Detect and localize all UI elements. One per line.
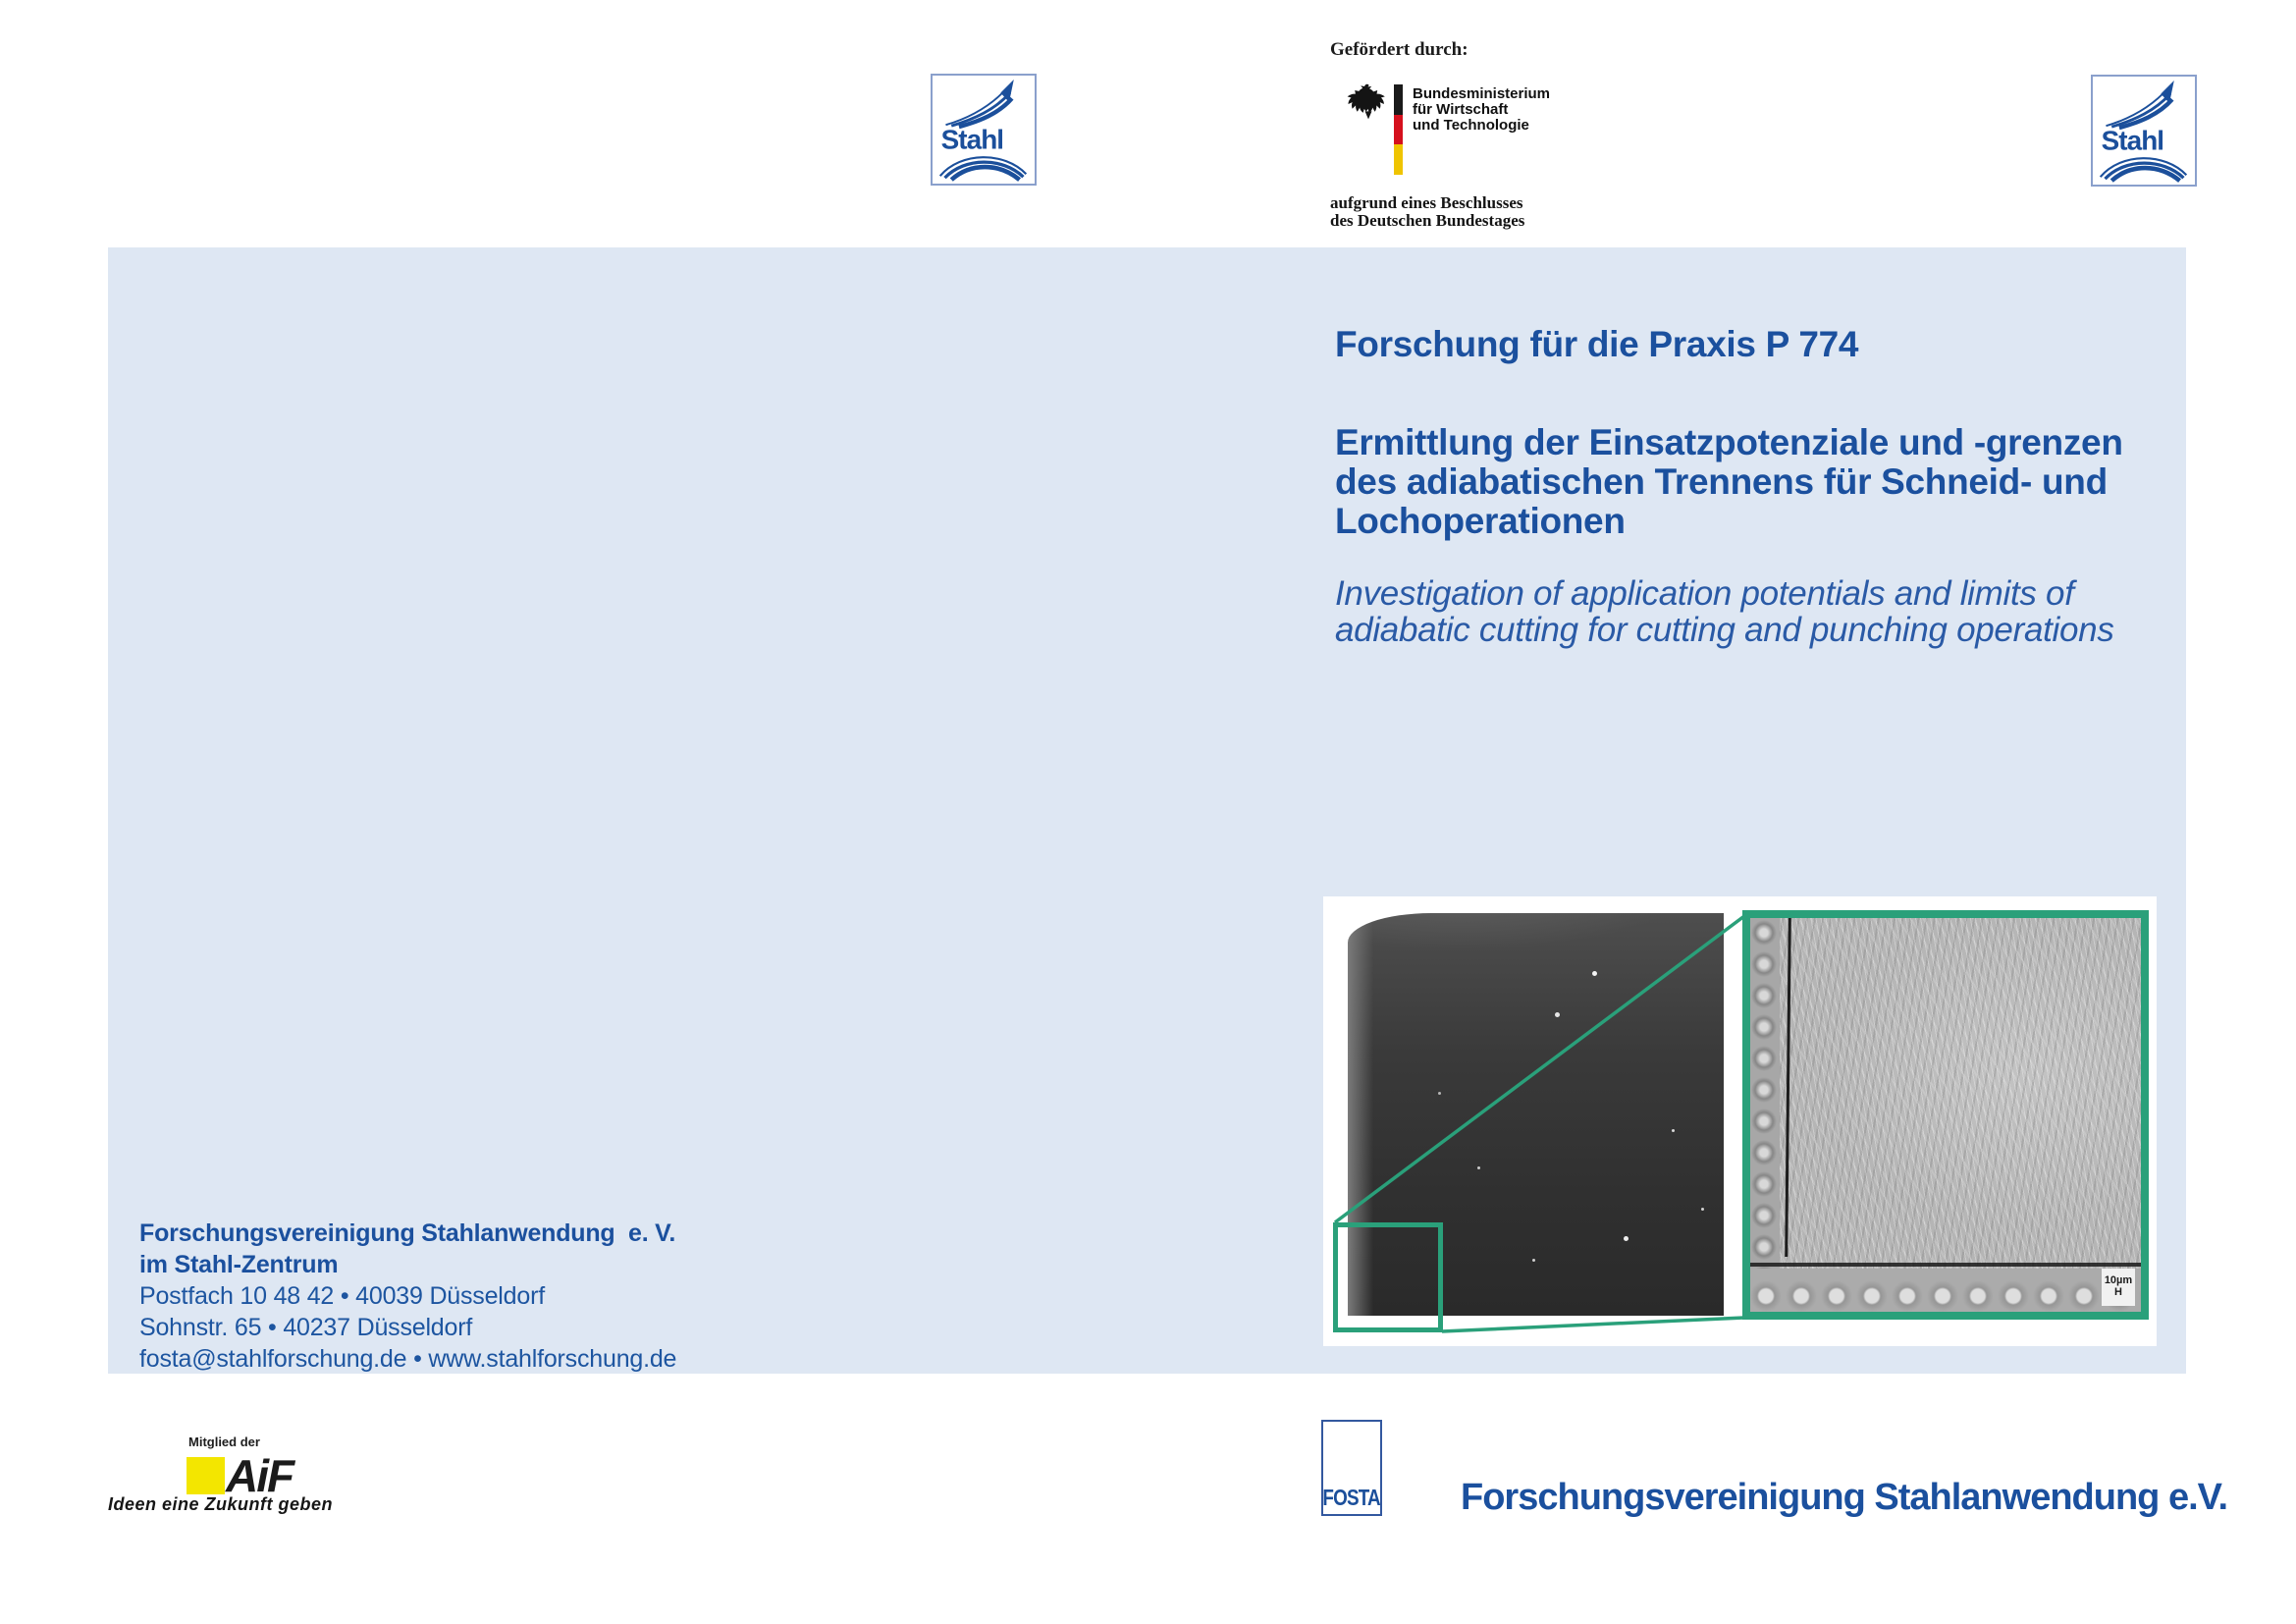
footnote-line: aufgrund eines Beschlusses — [1330, 193, 1523, 212]
organization-name: Forschungsvereinigung Stahlanwendung e.V. — [1461, 1477, 2228, 1518]
stahl-logo — [2091, 75, 2197, 187]
series-heading: Forschung für die Praxis P 774 — [1335, 324, 1859, 364]
fosta-logo-text: FOSTA — [1322, 1485, 1381, 1510]
address-line: fosta@stahlforschung.de • www.stahlforschung.de — [139, 1345, 677, 1373]
subtitle-line: adiabatic cutting for cutting and punching operations — [1335, 611, 2114, 649]
report-subtitle-english — [1335, 575, 2114, 648]
footnote-line: des Deutschen Bundestages — [1330, 211, 1525, 230]
title-line: Ermittlung der Einsatzpotenziale und -grenzen — [1335, 422, 2123, 462]
scale-label: 10µm — [2104, 1274, 2133, 1286]
ministry-line: Bundesministerium — [1413, 85, 1551, 102]
aif-member-label: Mitglied der — [188, 1435, 260, 1449]
stahl-logo — [931, 74, 1037, 186]
aif-logo — [187, 1450, 294, 1501]
title-line: des adiabatischen Trennens für Schneid- und — [1335, 461, 2108, 502]
address-line: im Stahl-Zentrum — [139, 1251, 339, 1278]
sem-bottom-seam — [1750, 1263, 2141, 1267]
svg-text:Stahl: Stahl — [2101, 125, 2164, 156]
zoom-region-box — [1333, 1222, 1443, 1332]
ministry-name — [1413, 86, 1550, 134]
aif-slogan: Ideen eine Zukunft geben — [108, 1494, 334, 1514]
publisher-address — [139, 1218, 676, 1375]
micrograph-figure — [1323, 896, 2157, 1346]
stahl-logo-graphic — [933, 76, 1035, 184]
scale-tick: H — [2114, 1286, 2122, 1298]
stripe-gold — [1394, 144, 1403, 175]
ministry-line: und Technologie — [1413, 117, 1529, 134]
sem-detail-image — [1742, 910, 2149, 1320]
funding-label: Gefördert durch: — [1330, 39, 1468, 60]
address-line: Sohnstr. 65 • 40237 Düsseldorf — [139, 1314, 473, 1341]
federal-eagle-icon — [1346, 81, 1391, 122]
scale-bar — [2102, 1269, 2135, 1306]
aif-yellow-square — [187, 1457, 225, 1494]
stahl-logo-graphic — [2093, 77, 2195, 185]
fosta-logo — [1321, 1420, 1382, 1516]
german-flag-stripe — [1394, 84, 1403, 175]
funding-footnote — [1330, 194, 1524, 230]
address-line: Postfach 10 48 42 • 40039 Düsseldorf — [139, 1282, 545, 1310]
ministry-line: für Wirtschaft — [1413, 101, 1509, 118]
sem-specks — [1348, 913, 1351, 916]
svg-text:Stahl: Stahl — [940, 124, 1004, 155]
aif-logo-text: AiF — [226, 1450, 294, 1501]
sem-crack-line — [1785, 918, 1791, 1257]
stripe-black — [1394, 84, 1403, 115]
sem-melt-band — [1750, 1269, 2141, 1312]
sem-melt-edge — [1750, 918, 1780, 1312]
address-line: Forschungsvereinigung Stahlanwendung e. V. — [139, 1219, 676, 1247]
stripe-red — [1394, 115, 1403, 145]
subtitle-line: Investigation of application potentials and limits of — [1335, 574, 2074, 613]
title-line: Lochoperationen — [1335, 501, 1626, 541]
report-title — [1335, 423, 2123, 541]
